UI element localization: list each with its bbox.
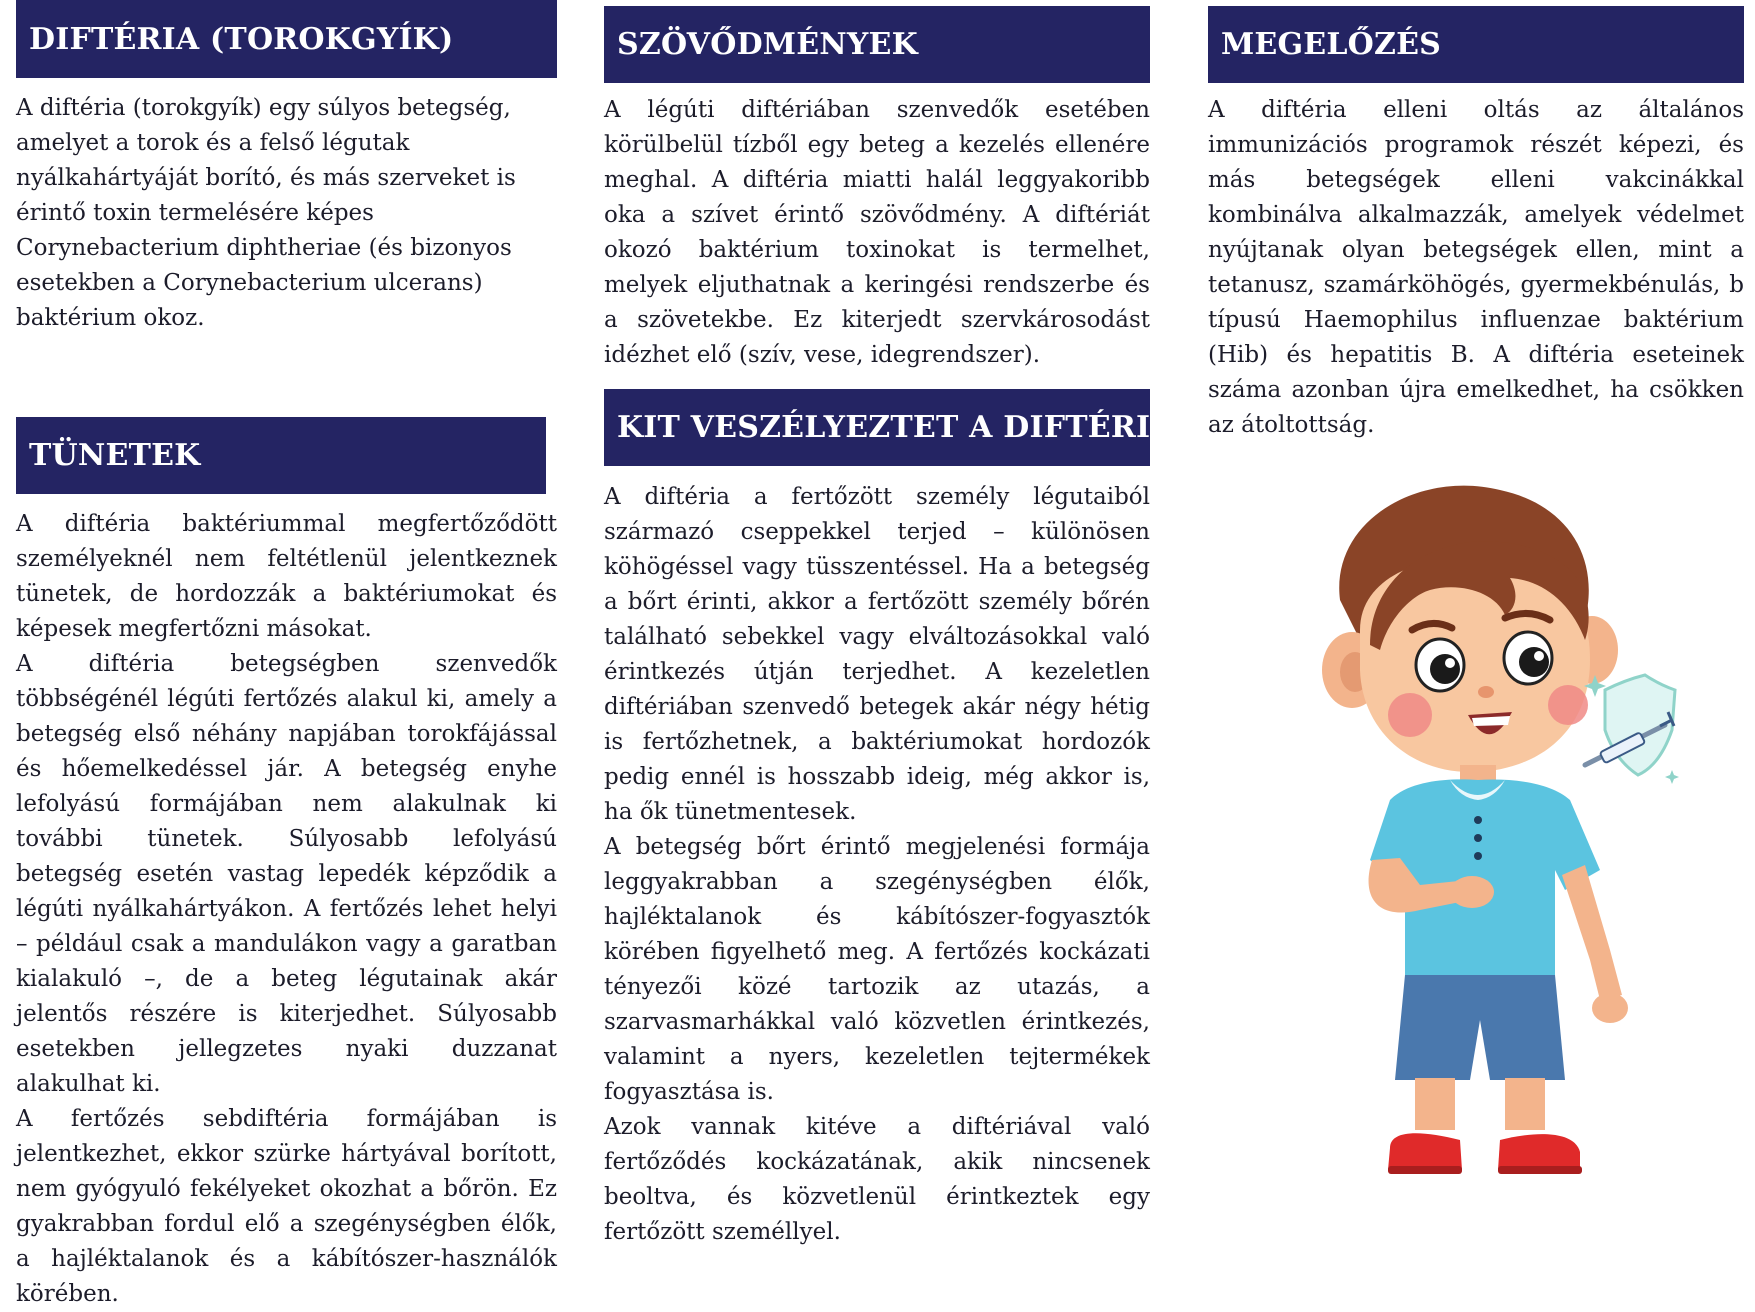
risk-text (604, 480, 1150, 1250)
risk-paragraph: A betegség bőrt érintő megjelenési formája leggyakrabban a szegénységben élők, hajléktalanok és kábítószer-fogyasztók körében figyelhető meg. A fertőzés kockázati tényezői közé tartozik az utazás, a szarvasmarhákkal való közvetlen érintkezés, valamint a nyers, kezeletlen tejtermékek fogyasztása is. (604, 834, 1150, 1105)
symptoms-paragraph: A diftéria baktériummal megfertőződött személyeknél nem feltétlenül jelentkeznek tünetek, de hordozzák a baktériumokat és képesek megfertőzni másokat. (16, 511, 557, 642)
complications-text: A légúti diftériában szenvedők esetében körülbelül tízből egy beteg a kezelés ellenére meghal. A diftéria miatti halál leggyakoribb oka a szívet érintő szövődmény. A diftériát okozó baktérium toxinokat is termelhet, melyek eljuthatnak a keringési rendszerbe és a szövetekbe. Ez kiterjedt szervkárosodást idézhet elő (szív, vese, idegrendszer). (604, 97, 1150, 368)
section-heading-risk: KIT VESZÉLYEZTET A DIFTÉRIA? (604, 389, 1150, 466)
prevention-text: A diftéria elleni oltás az általános immunizációs programok részét képezi, és más betegségek elleni vakcinákkal kombinálva alkalmazzák, amelyek védelmet nyújtanak olyan betegségek ellen, mint a tetanusz, szamárköhögés, gyermekbénulás, b típusú Haemophilus influenzae baktérium (Hib) és hepatitis B. A diftéria eseteinek száma azonban újra emelkedhet, ha csökken az átoltottság. (1208, 97, 1744, 438)
symptoms-text (16, 507, 557, 1312)
column-right (1208, 0, 1744, 443)
section-heading-prevention: MEGELŐZÉS (1208, 6, 1744, 83)
shield-syringe-icon (1584, 675, 1679, 784)
section-heading-symptoms: TÜNETEK (16, 417, 546, 494)
diphtheria-description: A diftéria (torokgyík) egy súlyos betegség, amelyet a torok és a felső légutak nyálkahártyáját borító, és más szerveket is érintő toxin termelésére képes Corynebacterium diphtheriae (és bizonyos esetekben a Corynebacterium ulcerans) baktérium okoz. (16, 95, 516, 331)
column-left (16, 0, 557, 1307)
section-heading-diphtheria: DIFTÉRIA (TOROKGYÍK) (16, 0, 557, 78)
vaccinated-boy-illustration (1300, 480, 1680, 1220)
symptoms-paragraph: A diftéria betegségben szenvedők többségénél légúti fertőzés alakul ki, amely a betegség első néhány napjában torokfájással és hőemelkedéssel jár. A betegség enyhe lefolyású formájában nem alakulnak ki további tünetek. Súlyosabb lefolyású betegség esetén vastag lepedék képződik a légúti nyálkahártyákon. A fertőzés lehet helyi – például csak a mandulákon vagy a garatban kialakuló –, de a beteg légutainak akár jelentős részére is kiterjedhet. Súlyosabb esetekben jellegzetes nyaki duzzanat alakulhat ki. (16, 651, 557, 1097)
column-middle (604, 0, 1192, 1250)
risk-paragraph: A diftéria a fertőzött személy légutaiból származó cseppekkel terjed – különösen köhögéssel vagy tüsszentéssel. Ha a betegség a bőrt érinti, akkor a fertőzött személy bőrén található sebekkel vagy elváltozásokkal való érintkezés útján terjedhet. A kezeletlen diftériában szenvedő betegek akár négy hétig is fertőzhetnek, a baktériumokat hordozók pedig ennél is hosszabb ideig, még akkor is, ha ők tünetmentesek. (604, 484, 1150, 825)
section-heading-complications: SZÖVŐDMÉNYEK (604, 6, 1150, 83)
symptoms-paragraph: A fertőzés sebdiftéria formájában is jelentkezhet, ekkor szürke hártyával borított, nem gyógyuló fekélyeket okozhat a bőrön. Ez gyakrabban fordul elő a szegénységben élők, a hajléktalanok és a kábítószer-használók körében. (16, 1106, 557, 1307)
risk-paragraph: Azok vannak kitéve a diftériával való fertőződés kockázatának, akik nincsenek beoltva, és közvetlenül érintkeztek egy fertőzött személlyel. (604, 1114, 1150, 1245)
